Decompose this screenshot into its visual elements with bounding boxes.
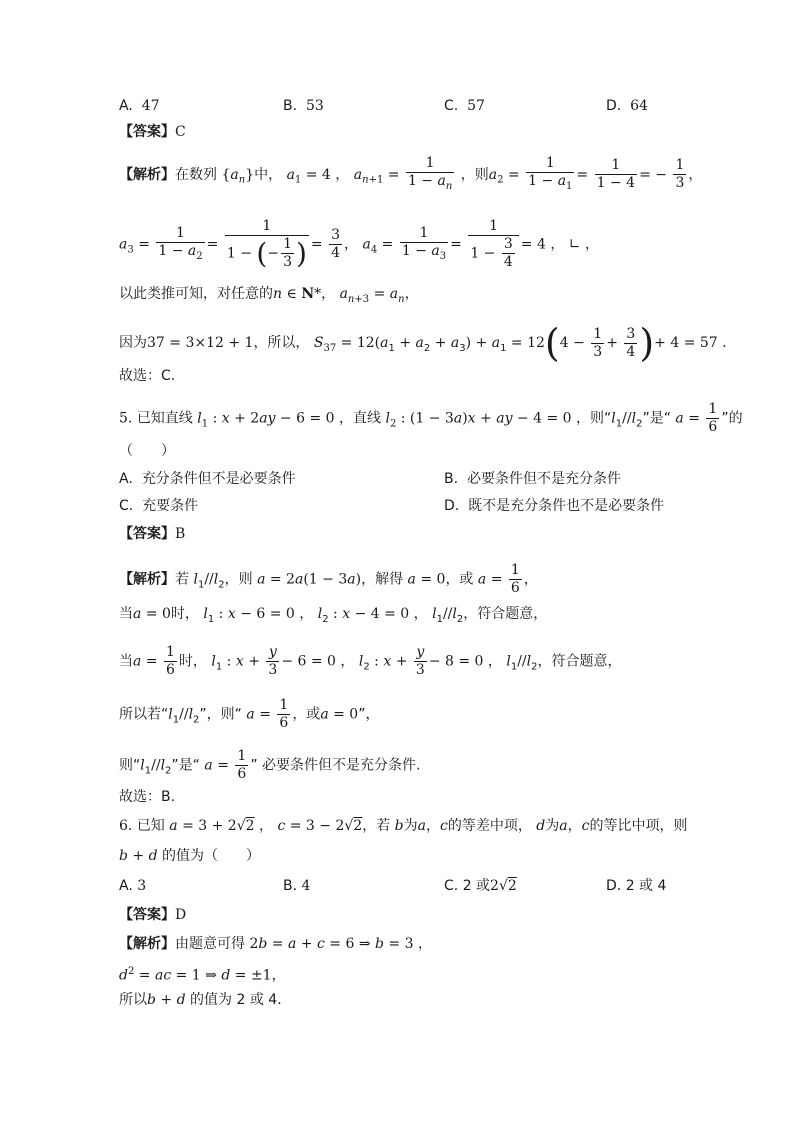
q4-conclusion: 故选：C. [119,368,176,384]
q5-stem: 5. 已知直线 $l_1$ : x + 2ay − 6 = 0 ，直线 $l_2$ : (1 − 3a)x + ay − 4 = 0 ，则“$l_1//l_2$”是“ a = $\frac{1}{6}$ ”的 [119,401,743,435]
q6-stem-line2: b + d 的值为（ ） [119,848,261,864]
q4-option-c: C. 57 [444,98,485,114]
q6-option-b: B. 4 [283,878,311,894]
q5-analysis-line5: 则“$l_1//l_2$”是“ a = $\frac{1}{6}$ ” 必要条件但不是充分条件. [119,748,421,782]
q5-conclusion: 故选：B. [119,789,176,805]
q5-analysis-line3: 当a = $\frac{1}{6}$ 时， $l_1$ : x + $\frac{y}{3}$ − 6 = 0 ， $l_2$ : x + $\frac{y}{3}$ − 8 = 0 ， $l_1//l_2$，符合题意， [119,644,622,678]
q4-answer: 【答案】C [119,124,186,140]
q4-analysis-line2: $a_3$ = $\frac{1}{1 - a_2}$ = 1 1 − (− $\frac{1}{3}$ ) = $\frac{3}{4}$ ， $a_4$ = $\frac{1}{1 - a_3}$ = 1 1 − $\frac{3}{4}$ = 4 ， ∟ ， [119,218,599,270]
q5-option-d: D. 既不是充分条件也不是必要条件 [444,498,665,514]
q5-analysis-line1: 【解析】若 $l_1//l_2$，则 a = 2a(1 − 3a)，解得 a = 0，或 a = $\frac{1}{6}$ ， [119,562,538,596]
q4-analysis-line3: 以此类推可知，对任意的n ∈ N*， $a_{n+3} = a_n$， [119,286,419,305]
q4-analysis-line1: 【解析】在数列 $\{a_n\}$中， $a_1 = 4$ ， $a_{n+1}$ = $\frac{1}{1 - a_n}$ ，则$a_2$ = $\frac{1}{1 - a_1}$ = $\frac{1}{1 - 4}$ = − $\frac{1}{3}$ ， [119,155,703,192]
q5-answer: 【答案】B [119,526,186,542]
q6-answer: 【答案】D [119,907,187,923]
q5-option-a: A. 充分条件但不是必要条件 [119,471,296,487]
q6-option-a: A. 3 [119,878,147,894]
q4-analysis-line4: 因为37 = 3×12 + 1，所以， $S_{37} = 12(a_1 + a_2 + a_3) + a_1 = 12(4$ − $\frac{1}{3}$ + $\frac{3}{4}$ )+ 4 = 57 . [119,321,727,365]
q6-option-d: D. 2 或 4 [606,878,667,894]
q5-option-c: C. 充要条件 [119,498,199,514]
q6-analysis-line2: $d^2$ = ac = 1 ⇒ d = ±1， [119,966,286,984]
q6-stem-line1: 6. 已知 a = 3 + 2√2 ， c = 3 − 2√2，若 b为a，c的等差中项， d为a，c的等比中项，则 [119,818,688,834]
q6-analysis-line1: 【解析】由题意可得 2b = a + c = 6 ⇒ b = 3 ， [119,936,432,952]
q6-option-c: C. 2 或2√2 [444,878,517,894]
q4-option-b: B. 53 [283,98,324,114]
q5-analysis-line2: 当a = 0时， $l_1$ : x − 6 = 0 ， $l_2$ : x − 4 = 0 ， $l_1//l_2$，符合题意， [119,606,548,625]
q5-option-b: B. 必要条件但不是充分条件 [444,471,621,487]
q5-analysis-line4: 所以若“$l_1//l_2$”，则“ a = $\frac{1}{6}$ ，或a = 0”， [119,697,380,731]
q6-analysis-line3: 所以b + d 的值为 2 或 4. [119,992,282,1008]
q5-paren: （ ） [119,443,175,459]
q4-option-a: A. 47 [119,98,160,114]
q4-option-d: D. 64 [606,98,648,114]
